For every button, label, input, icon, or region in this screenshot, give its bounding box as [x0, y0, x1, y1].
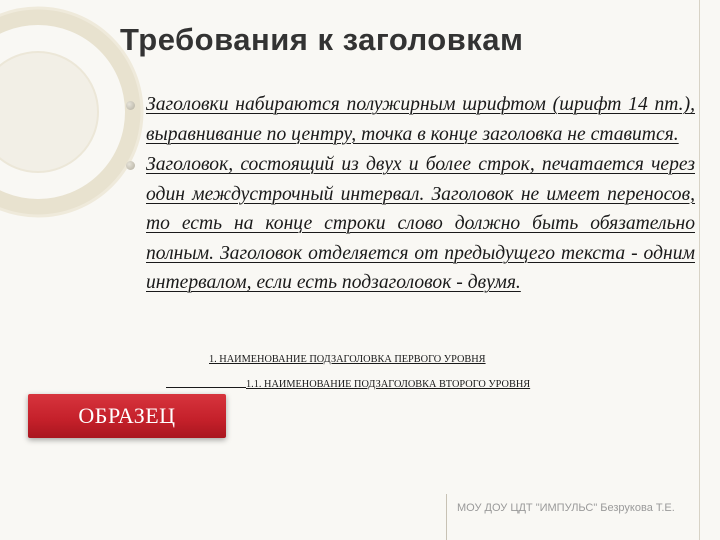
bullet-text: Заголовок, состоящий из двух и более строк, печатается через один междустрочный интервал. Заголовок не имеет переносов, то есть на конце строки слово должно быть обязательно полным. Заголовок отделяется от предыдущего текста - одним интервалом, если есть подзаголовок - двумя. [146, 154, 695, 293]
bullet-icon [126, 101, 135, 110]
bullet-text: Заголовки набираются полужирным шрифтом (шрифт 14 пт.), выравнивание по центру, точка в конце заголовка не ставится. [146, 94, 695, 145]
footer-divider [446, 494, 447, 540]
list-item [123, 90, 695, 149]
bullet-icon [126, 161, 135, 170]
list-item [123, 150, 695, 298]
slide-title: Требования к заголовкам [120, 22, 524, 57]
bullet-list [123, 90, 695, 298]
sample-heading-level-2-text: 1.1. НАИМЕНОВАНИЕ ПОДЗАГОЛОВКА ВТОРОГО УРОВНЯ [246, 379, 531, 390]
right-edge-line [699, 0, 700, 540]
footer-text: МОУ ДОУ ЦДТ "ИМПУЛЬС" Безрукова Т.Е. [457, 502, 675, 514]
sample-heading-level-1: 1. НАИМЕНОВАНИЕ ПОДЗАГОЛОВКА ПЕРВОГО УРОВНЯ [209, 354, 486, 365]
sample-heading-level-2 [166, 377, 530, 390]
sample-badge: ОБРАЗЕЦ [28, 394, 226, 438]
indent-rule [166, 377, 246, 388]
